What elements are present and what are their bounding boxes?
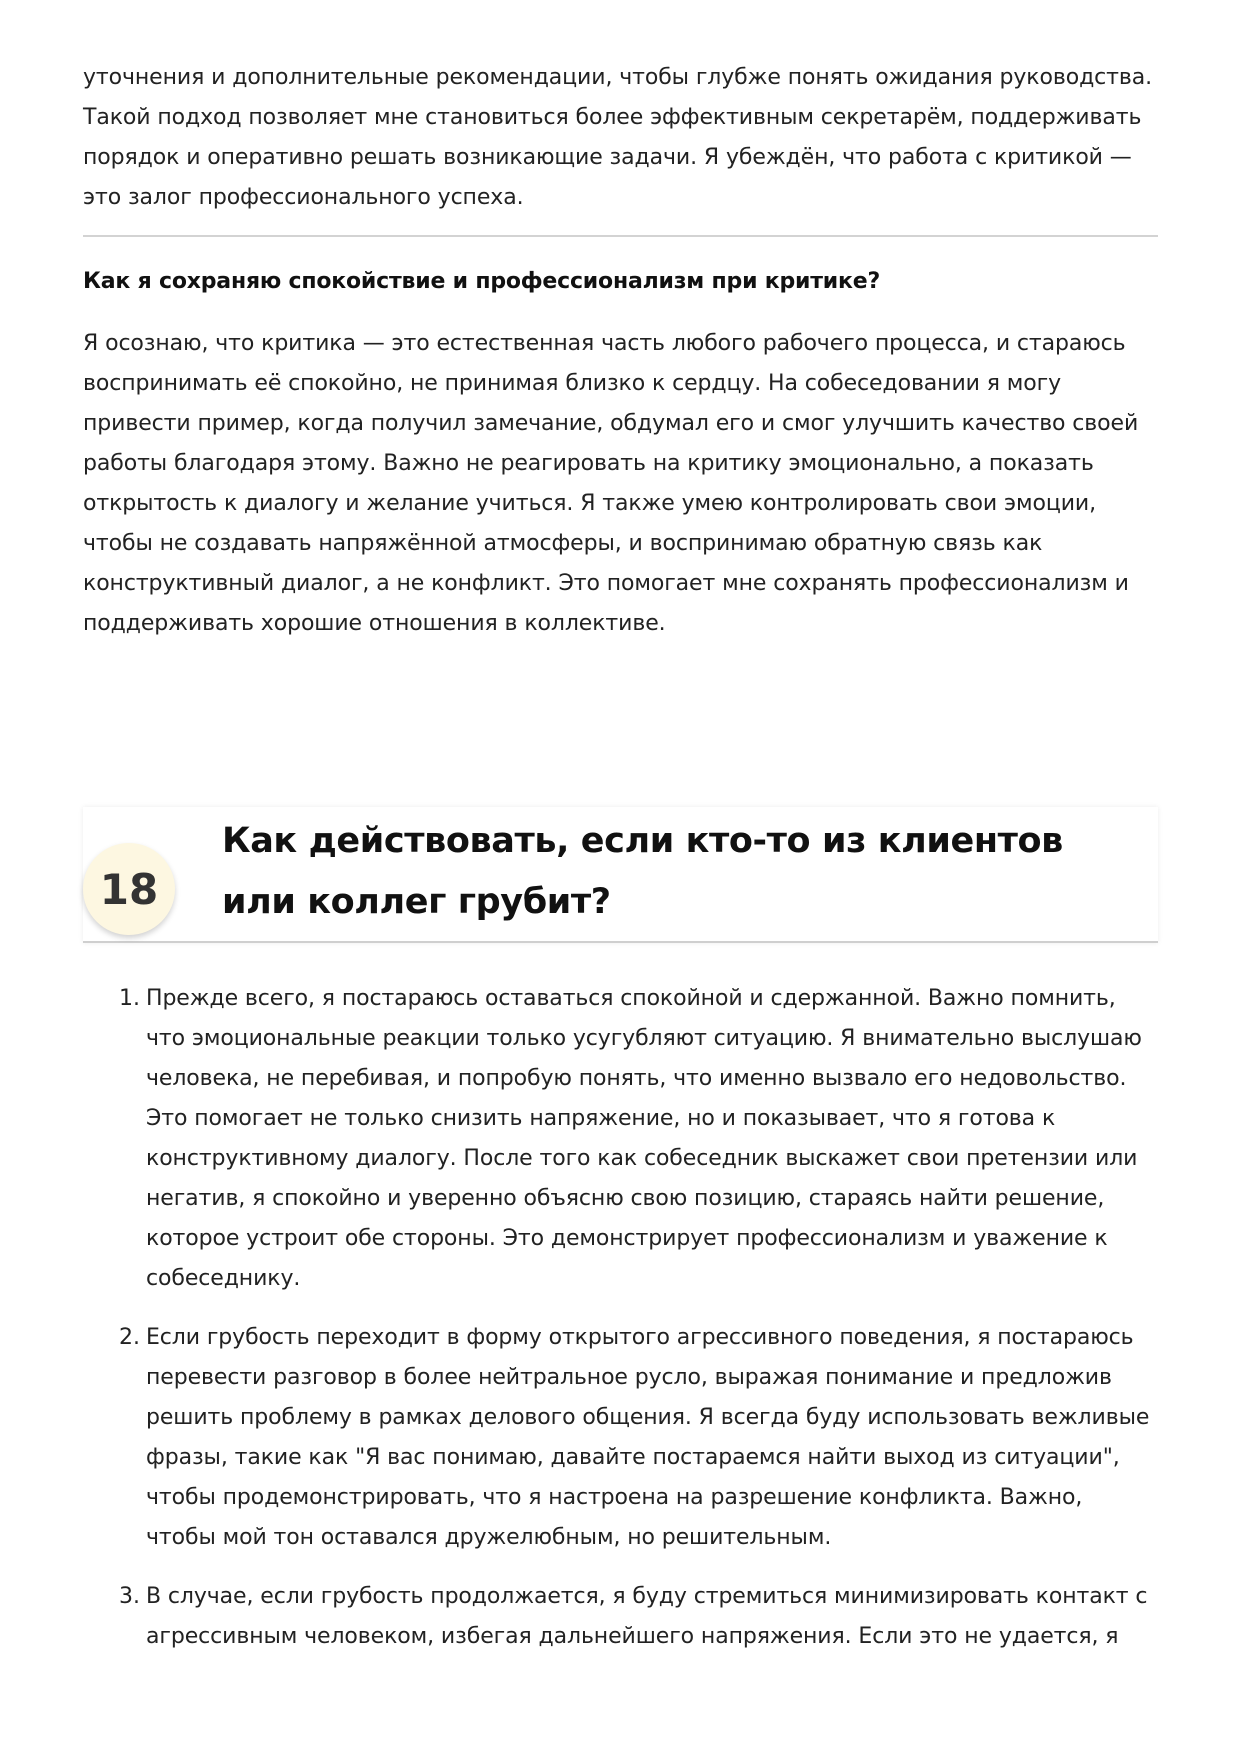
section-title: Как действовать, если кто-то из клиентов или коллег грубит?	[222, 821, 1063, 922]
list-item	[83, 1577, 1158, 1657]
section-number-badge: 18	[83, 843, 175, 935]
list-item-text: Если грубость переходит в форму открытого агрессивного поведения, я постараюсь перевести разговор в более нейтральное русло, выражая понимание и предложив решить проблему в рамках делового общения. Я всегда буду использовать вежливые фразы, такие как "Я вас понимаю, давайте постараемся найти выход из ситуации", чтобы продемонстрировать, что я настроена на разрешение конфликта. Важно, чтобы мой тон оставался дружелюбным, но решительным.	[146, 1325, 1150, 1550]
answer-paragraph: Я осознаю, что критика — это естественная часть любого рабочего процесса, и стараюсь воспринимать её спокойно, не принимая близко к сердцу. На собеседовании я могу привести пример, когда получил замечание, обдумал его и смог улучшить качество своей работы благодаря этому. Важно не реагировать на критику эмоционально, а показать открытость к диалогу и желание учиться. Я также умею контролировать свои эмоции, чтобы не создавать напряжённой атмосферы, и воспринимаю обратную связь как конструктивный диалог, а не конфликт. Это помогает мне сохранять профессионализм и поддерживать хорошие отношения в коллективе.	[83, 331, 1139, 636]
list-item-text: Прежде всего, я постараюсь оставаться спокойной и сдержанной. Важно помнить, что эмоциональные реакции только усугубляют ситуацию. Я внимательно выслушаю человека, не перебивая, и попробую понять, что именно вызвало его недовольство. Это помогает не только снизить напряжение, но и показывает, что я готова к конструктивному диалогу. После того как собеседник выскажет свои претензии или негатив, я спокойно и уверенно объясню свою позицию, стараясь найти решение, которое устроит обе стороны. Это демонстрирует профессионализм и уважение к собеседнику.	[146, 986, 1142, 1291]
list-item-number: 3.	[119, 1584, 140, 1609]
list-item	[83, 979, 1158, 1299]
list-item-text: В случае, если грубость продолжается, я буду стремиться минимизировать контакт с агрессивным человеком, избегая дальнейшего напряжения. Если это не удается, я	[146, 1584, 1148, 1649]
list-item-number: 1.	[119, 986, 140, 1011]
intro-paragraph: уточнения и дополнительные рекомендации, чтобы глубже понять ожидания руководства. Такой подход позволяет мне становиться более эффективным секретарём, поддерживать порядок и оперативно решать возникающие задачи. Я убеждён, что работа с критикой — это залог профессионального успеха.	[83, 65, 1153, 210]
question-heading: Как я сохраняю спокойствие и профессионализм при критике?	[83, 269, 881, 294]
list-item	[83, 1318, 1158, 1558]
answers-list	[83, 979, 1158, 1657]
divider	[83, 235, 1158, 237]
list-item-number: 2.	[119, 1325, 140, 1350]
document-page	[83, 58, 1158, 1657]
section-header	[83, 807, 1158, 943]
